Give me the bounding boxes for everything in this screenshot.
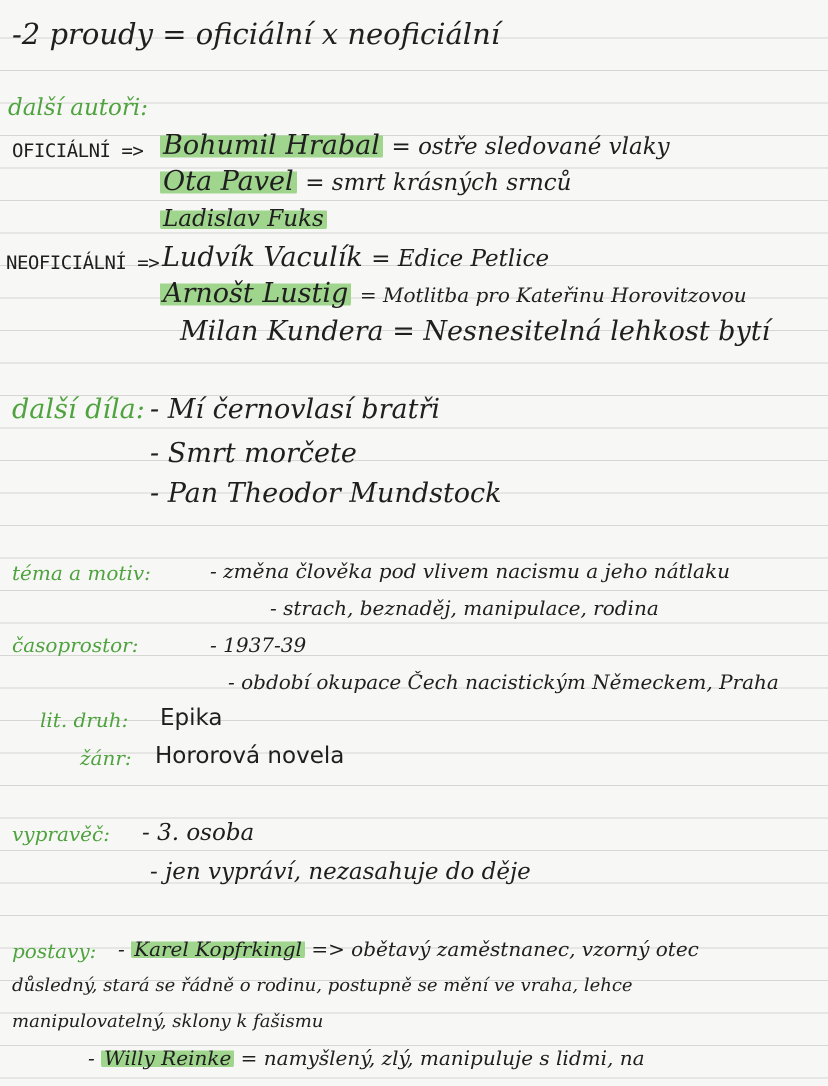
heading-zanr: žánr:: [80, 746, 132, 770]
tema-line-1: - změna člověka pod vlivem nacismu a jeho nátlaku: [210, 559, 730, 583]
zanr-value: Hororová novela: [155, 743, 345, 769]
label-neoficialni: NEOFICIÁLNÍ =>: [6, 252, 160, 274]
postava-kopfrkingl-line: - Karel Kopfrkingl => obětavý zaměstnanec, vzorný otec: [118, 937, 699, 961]
note-line-proudy: -2 proudy = oficiální x neoficiální: [12, 17, 501, 51]
vypravec-line-1: - 3. osoba: [142, 820, 255, 846]
postava-willy-line: - Willy Reinke = namyšlený, zlý, manipuluje s lidmi, na: [88, 1046, 645, 1070]
author-vaculik-line: [162, 240, 549, 277]
heading-postavy: postavy:: [12, 939, 97, 963]
kopfrkingl-desc: => obětavý zaměstnanec, vzorný otec: [311, 937, 699, 961]
author-hrabal: Bohumil Hrabal: [160, 130, 383, 161]
heading-lit-druh: lit. druh:: [40, 708, 129, 732]
willy-desc: = namyšlený, zlý, manipuluje s lidmi, na: [240, 1046, 645, 1070]
vypravec-line-2: - jen vypráví, nezasahuje do děje: [150, 859, 531, 885]
heading-dalsi-autori: další autoři:: [8, 95, 148, 121]
postava-kopfrkingl: Karel Kopfrkingl: [131, 937, 305, 961]
kopfrkingl-line-3: manipulovatelný, sklony k fašismu: [12, 1011, 324, 1032]
dila-item-1: - Mí černovlasí bratři: [150, 394, 440, 425]
cas-line-1: - 1937-39: [210, 633, 307, 657]
kopfrkingl-line-2: důsledný, stará se řádně o rodinu, postupně se mění ve vraha, lehce: [12, 975, 633, 996]
label-oficialni: OFICIÁLNÍ =>: [12, 140, 144, 162]
author-vaculik: Ludvík Vaculík: [162, 242, 363, 273]
author-lustig-line: [160, 276, 747, 313]
author-kundera-line: Milan Kundera = Nesnesitelná lehkost bytí: [180, 316, 771, 347]
author-fuks-line: [160, 200, 327, 237]
cas-line-2: - období okupace Čech nacistickým Německem, Praha: [228, 670, 779, 694]
author-lustig: Arnošt Lustig: [160, 278, 351, 309]
heading-tema: téma a motiv:: [12, 561, 151, 585]
pavel-work: = smrt krásných srnců: [305, 170, 572, 196]
heading-vypravec: vypravěč:: [12, 822, 110, 846]
heading-dalsi-dila: další díla:: [12, 394, 145, 425]
hrabal-work: = ostře sledované vlaky: [391, 134, 670, 160]
lustig-work: = Motlitba pro Kateřinu Horovitzovou: [359, 283, 747, 307]
vaculik-work: = Edice Petlice: [371, 246, 550, 272]
dila-item-2: - Smrt morčete: [150, 438, 357, 469]
heading-casoprostor: časoprostor:: [12, 633, 139, 657]
author-hrabal-line: [160, 128, 670, 165]
lit-druh-value: Epika: [160, 705, 223, 731]
postava-willy: Willy Reinke: [101, 1046, 234, 1070]
author-pavel: Ota Pavel: [160, 166, 297, 197]
author-fuks: Ladislav Fuks: [160, 206, 327, 232]
tema-line-2: - strach, beznaděj, manipulace, rodina: [270, 596, 659, 620]
dila-item-3: - Pan Theodor Mundstock: [150, 478, 502, 509]
author-pavel-line: [160, 164, 572, 201]
